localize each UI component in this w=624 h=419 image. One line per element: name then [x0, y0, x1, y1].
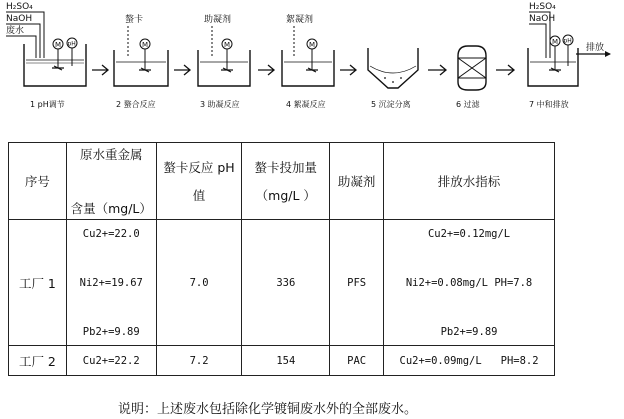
input-h2so4-label: H₂SO₄: [6, 2, 33, 12]
table-row: [9, 346, 555, 376]
reagent-flocculant-label: 絮凝剂: [286, 15, 314, 25]
motor-label: M: [552, 38, 559, 46]
stage-5-sedimentation: [368, 48, 418, 109]
disch-cu: Cu2+=0.12mg/L: [427, 227, 511, 240]
motor-label: M: [309, 41, 316, 49]
header-reaction-ph-bottom: 值: [192, 188, 206, 203]
stage-3-coagulant-aid: [198, 13, 250, 109]
header-reaction-ph: [156, 143, 242, 220]
ph-cell: 7.0: [156, 220, 242, 346]
flow-arrow-icon: [428, 65, 446, 75]
ph-cell: 7.2: [156, 346, 242, 376]
header-coagulant: 助凝剂: [330, 143, 384, 220]
raw-pb: Pb2+=9.89: [82, 325, 140, 338]
header-raw-water-bottom: 含量（mg/L）: [70, 201, 152, 216]
stage-7-neutralize-discharge: [528, 2, 610, 109]
row-name: 工厂 2: [9, 346, 67, 376]
process-flow-diagram: [0, 0, 624, 120]
motor-label: M: [224, 41, 231, 49]
header-dosage-bottom: （mg/L ）: [255, 188, 316, 203]
flow-arrows: [92, 65, 514, 75]
step-5-label: 5 沉淀分离: [371, 100, 411, 109]
dose-cell: 154: [242, 346, 330, 376]
flow-arrow-icon: [496, 65, 514, 75]
flow-arrow-icon: [340, 65, 356, 75]
motor-label: M: [142, 41, 149, 49]
step-1-label: 1 pH调节: [30, 100, 65, 109]
header-discharge: 排放水指标: [384, 143, 555, 220]
table-header-row: [9, 143, 555, 220]
stage-1-ph-adjust: [6, 2, 86, 109]
ph-meter-label: pH: [67, 40, 76, 48]
input-naoh-label: NaOH: [529, 14, 556, 24]
dose-cell: 336: [242, 220, 330, 346]
header-raw-water: [66, 143, 156, 220]
ph-meter-label: pH: [563, 37, 572, 45]
reagent-chelator-label: 螯卡: [125, 15, 144, 25]
flow-arrow-icon: [174, 65, 190, 75]
coagulant-cell: PFS: [330, 220, 384, 346]
header-reaction-ph-top: 螯卡反应 pH: [163, 160, 235, 175]
flow-arrow-icon: [92, 65, 108, 75]
footnote: 说明：上述废水包括除化学镀铜废水外的全部废水。: [118, 402, 418, 417]
heavy-metal-treatment-table: [8, 142, 555, 376]
step-3-label: 3 助凝反应: [200, 100, 240, 109]
discharge-cell: Cu2+=0.09mg/L PH=8.2: [384, 346, 555, 376]
header-dosage-top: 螯卡投加量: [254, 160, 318, 175]
stage-6-filtration: [456, 46, 486, 109]
header-dosage: [242, 143, 330, 220]
input-h2so4-label: H₂SO₄: [529, 2, 556, 12]
step-6-label: 6 过滤: [456, 100, 480, 109]
raw-water-cell: Cu2+=22.2: [66, 346, 156, 376]
raw-ni: Ni2+=19.67: [79, 276, 143, 289]
header-seq: 序号: [9, 143, 67, 220]
input-naoh-label: NaOH: [6, 14, 33, 24]
flow-arrow-icon: [258, 65, 274, 75]
discharge-cell: [384, 220, 555, 346]
row-name: 工厂 1: [9, 220, 67, 346]
reagent-coagulant-aid-label: 助凝剂: [204, 15, 232, 25]
raw-cu: Cu2+=22.0: [82, 227, 140, 240]
table-row: [9, 220, 555, 346]
stage-2-chelation: [114, 13, 168, 109]
motor-label: M: [55, 41, 62, 49]
step-2-label: 2 螯合反应: [116, 100, 156, 109]
coagulant-cell: PAC: [330, 346, 384, 376]
input-wastewater-label: 废水: [6, 26, 25, 36]
disch-ni-ph: Ni2+=0.08mg/L PH=7.8: [405, 276, 533, 289]
step-4-label: 4 絮凝反应: [286, 100, 326, 109]
header-raw-water-top: 原水重金属: [80, 147, 143, 162]
raw-water-cell: [66, 220, 156, 346]
step-7-label: 7 中和排放: [529, 100, 569, 109]
disch-pb: Pb2+=9.89: [440, 325, 498, 338]
discharge-label: 排放: [586, 43, 605, 53]
stage-4-flocculation: [282, 13, 334, 109]
